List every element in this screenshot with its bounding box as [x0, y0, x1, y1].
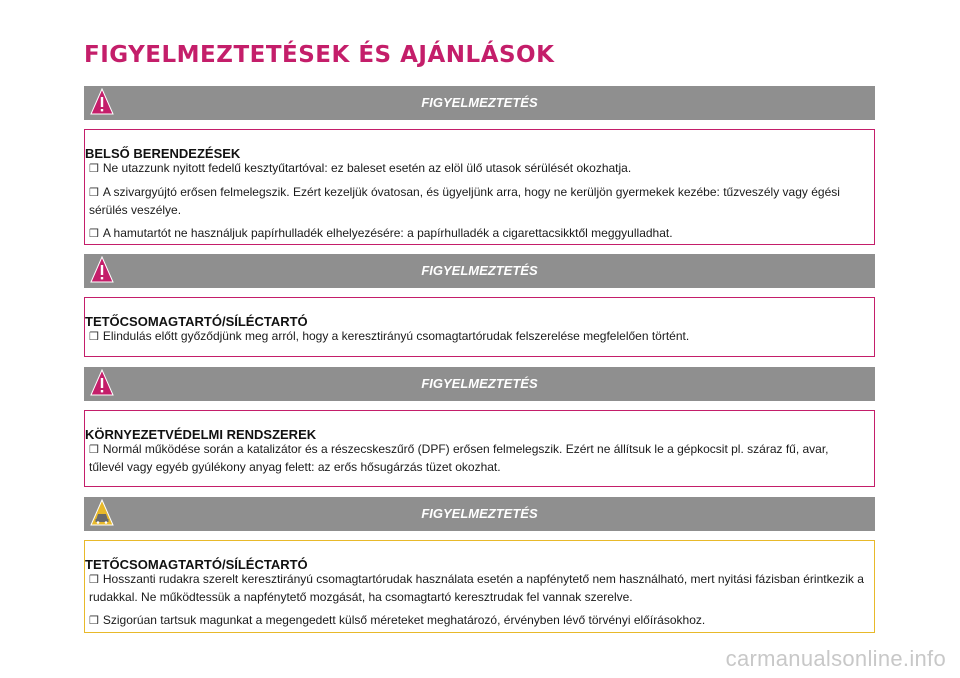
warning-header [84, 497, 875, 531]
warning-header [84, 254, 875, 288]
bullet-item: ❒ Szigorúan tartsuk magunkat a megengedett külső méreteket meghatározó, érvényben lévő törvényi előírásokhoz. [89, 613, 706, 627]
bullet-list [89, 328, 866, 352]
section-title: TETŐCSOMAGTARTÓ/SÍLÉCTARTÓ [85, 314, 308, 329]
bullet-item: ❒ A hamutartót ne használjuk papírhulladék elhelyezésére: a papírhulladék a cigarettacsikktől meggyulladhat. [89, 226, 673, 240]
checkbox-bullet-icon: ❒ [89, 163, 99, 175]
warning-header [84, 367, 875, 401]
bullet-item: ❒ Ne utazzunk nyitott fedelű kesztyűtartóval: ez baleset esetén az elöl ülő utasok sérülését okozhatja. [89, 161, 632, 175]
section-title: KÖRNYEZETVÉDELMI RENDSZEREK [85, 427, 317, 442]
checkbox-bullet-icon: ❒ [89, 444, 99, 456]
checkbox-bullet-icon: ❒ [89, 574, 99, 586]
bullet-list [89, 571, 866, 636]
bullet-list [89, 441, 866, 482]
bullet-item: ❒ Normál működése során a katalizátor és a részecskeszűrő (DPF) erősen felmelegszik. Ezért ne állítsuk le a gépkocsit pl. száraz fű, avar, tűlevél vagy egyéb gyúlékony anyag felett: az erős hősugárzás tüzet okozhat. [89, 442, 829, 474]
checkbox-bullet-icon: ❒ [89, 615, 99, 627]
warning-box [84, 129, 875, 245]
page-title: FIGYELMEZTETÉSEK ÉS AJÁNLÁSOK [84, 42, 555, 68]
section-title: BELSŐ BERENDEZÉSEK [85, 146, 241, 161]
warning-box [84, 297, 875, 357]
warning-header-label: FIGYELMEZTETÉS [421, 95, 538, 110]
checkbox-bullet-icon: ❒ [89, 187, 99, 199]
bullet-item: ❒ Hosszanti rudakra szerelt keresztirányú csomagtartórudak használata esetén a napfénytető nem használható, mert nyitási fázisban érintkezik a rudakkal. Ne működtessük a napfénytető mozgását, ha csomagtartó keresztrudak fel vannak szerelve. [89, 572, 864, 604]
watermark: carmanualsonline.info [725, 646, 946, 671]
checkbox-bullet-icon: ❒ [89, 228, 99, 240]
warning-header-label: FIGYELMEZTETÉS [421, 263, 538, 278]
warning-box [84, 540, 875, 633]
bullet-item: ❒ Elindulás előtt győződjünk meg arról, hogy a keresztirányú csomagtartórudak felszerelése megfelelően történt. [89, 329, 690, 343]
bullet-item: ❒ A szivargyújtó erősen felmelegszik. Ezért kezeljük óvatosan, és ügyeljünk arra, hogy ne kerüljön gyermekek kezébe: tűzveszély vagy égési sérülés veszélye. [89, 185, 840, 217]
warning-header-label: FIGYELMEZTETÉS [421, 376, 538, 391]
checkbox-bullet-icon: ❒ [89, 331, 99, 343]
warning-header-label: FIGYELMEZTETÉS [421, 506, 538, 521]
warning-box [84, 410, 875, 487]
section-title: TETŐCSOMAGTARTÓ/SÍLÉCTARTÓ [85, 557, 308, 572]
bullet-list [89, 160, 866, 249]
warning-header [84, 86, 875, 120]
